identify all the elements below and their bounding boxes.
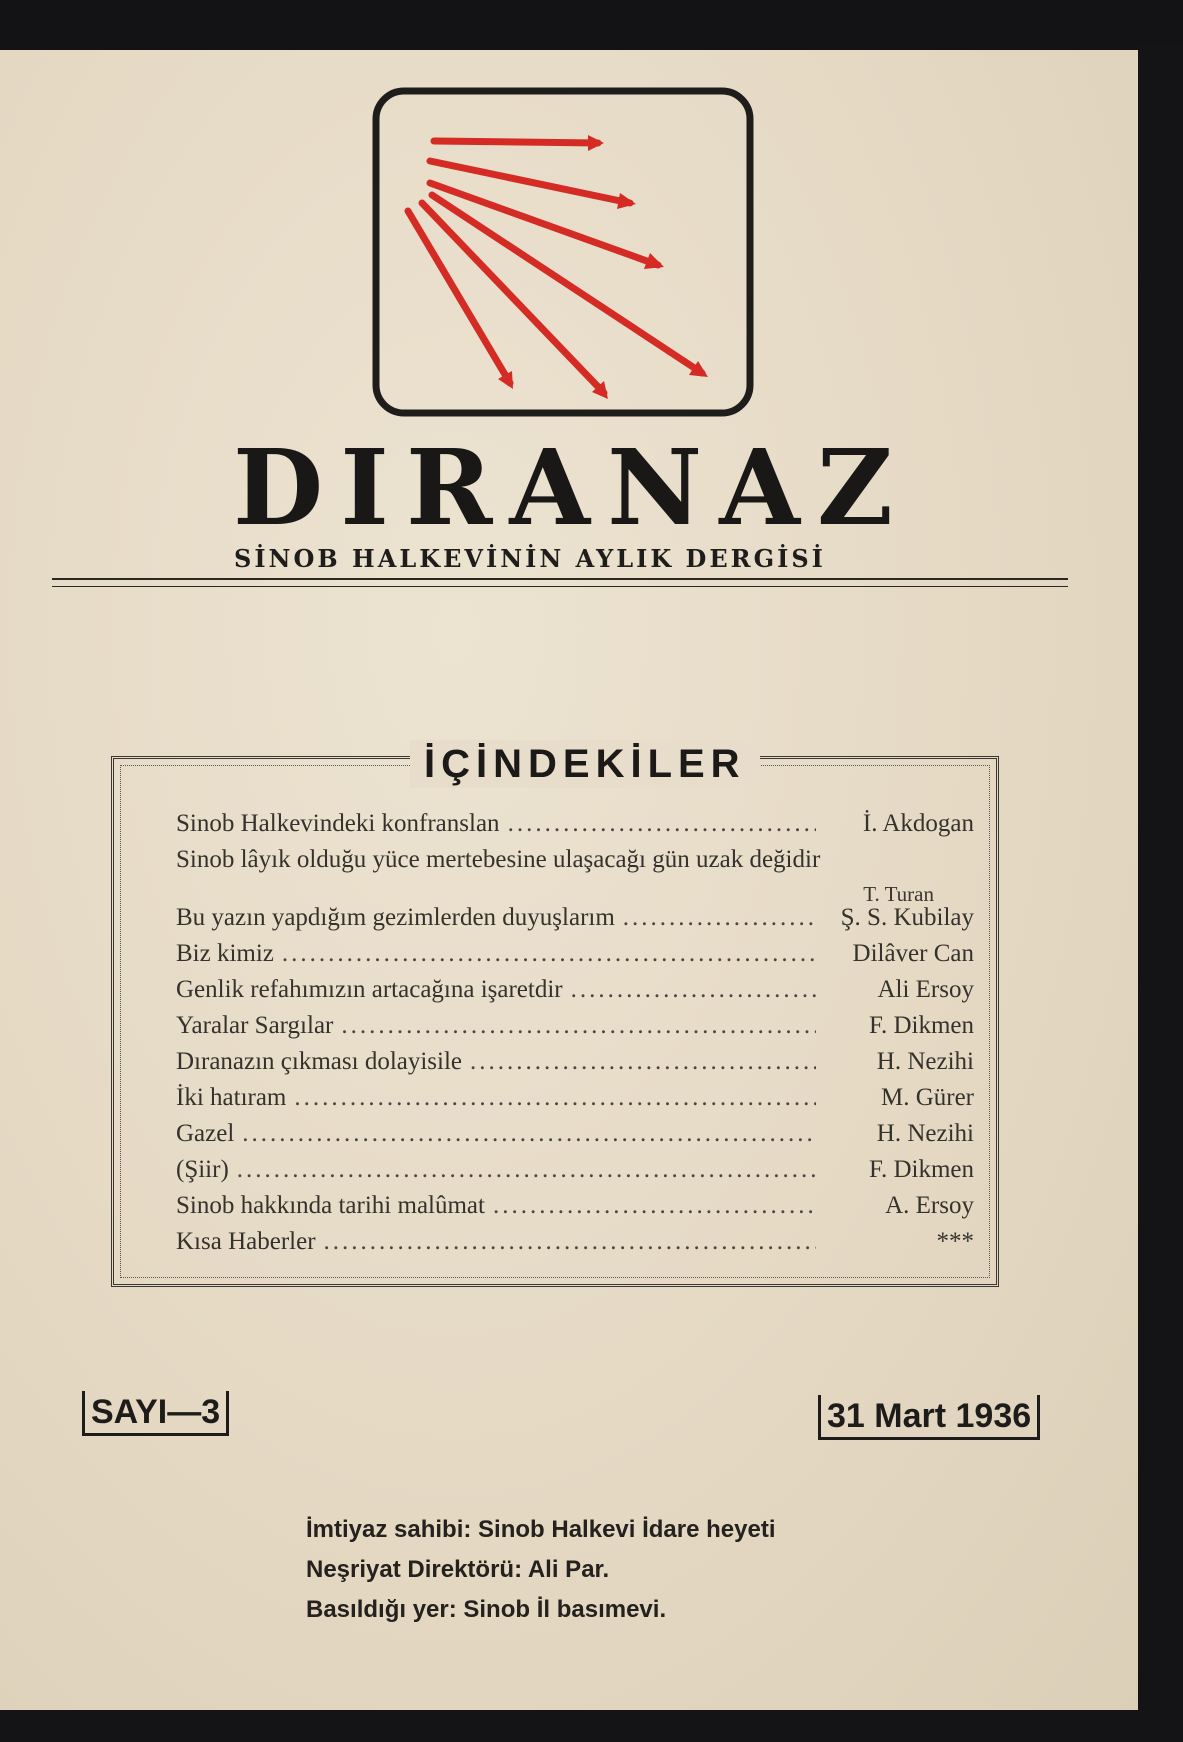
toc-leader: [470, 1048, 816, 1076]
toc-leader: [623, 904, 816, 932]
toc-item-title: Bu yazın yapdığım gezimlerden duyuşlarım: [176, 904, 615, 931]
toc-item-title: Sinob lâyık olduğu yüce mertebesine ulaşacağı gün uzak değidir: [176, 846, 821, 873]
imprint: [306, 1510, 776, 1630]
toc-item-title: Sinob Halkevindeki konfranslan: [176, 810, 500, 837]
toc-item-title: Sinob hakkında tarihi malûmat: [176, 1192, 485, 1219]
toc-item-title: Kısa Haberler: [176, 1228, 316, 1255]
toc-item: [176, 940, 974, 976]
toc-item: [176, 1012, 974, 1048]
six-arrows-icon: [368, 83, 758, 423]
toc-leader: [237, 1156, 816, 1184]
scan-right-edge: [1138, 44, 1183, 1742]
toc-leader: [571, 976, 816, 1004]
toc-item: [176, 846, 974, 882]
issue-date: 31 Mart 1936: [818, 1395, 1040, 1440]
title-letter: A: [509, 426, 591, 549]
toc-leader: [341, 1012, 816, 1040]
toc-item-title: Gazel: [176, 1120, 235, 1147]
title-letter: D: [233, 426, 324, 549]
toc-item-author: H. Nezihi: [876, 1120, 974, 1147]
title-letter: Z: [817, 426, 893, 549]
toc-item-title: Genlik refahımızın artacağına işaretdir: [176, 976, 563, 1003]
toc-item-author: Ş. S. Kubilay: [840, 904, 974, 931]
toc-item-author: ***: [936, 1228, 974, 1255]
toc-item-author: Ali Ersoy: [877, 976, 974, 1003]
toc-item: [176, 1156, 974, 1192]
title-letter: I: [340, 426, 389, 549]
toc-item-author: F. Dikmen: [869, 1156, 974, 1183]
magazine-cover: [0, 50, 1138, 1710]
title-letter: A: [719, 426, 800, 549]
divider: [52, 578, 1068, 580]
toc-leader: [242, 1120, 816, 1148]
toc-item-title: Yaralar Sargılar: [176, 1012, 334, 1039]
toc-item-title: Biz kimiz: [176, 940, 274, 967]
toc-item: [176, 810, 974, 846]
toc-item-title: İki hatıram: [176, 1084, 287, 1111]
toc-item: [176, 1084, 974, 1120]
toc-heading: İÇİNDEKİLER: [410, 740, 760, 788]
imprint-owner: İmtiyaz sahibi: Sinob Halkevi İdare heyeti: [306, 1516, 776, 1543]
divider: [52, 586, 1068, 587]
toc-item-author: A. Ersoy: [885, 1192, 974, 1219]
toc-item: [176, 904, 974, 940]
toc-item-author: Dilâver Can: [852, 940, 974, 967]
toc-list: [176, 810, 974, 1264]
scan-bottom-edge: [0, 1710, 1183, 1742]
toc-item-title: Dıranazın çıkması dolayisile: [176, 1048, 463, 1075]
imprint-printer: Basıldığı yer: Sinob İl basımevi.: [306, 1596, 667, 1623]
toc-item-author: F. Dikmen: [869, 1012, 974, 1039]
toc-leader: [282, 940, 816, 968]
magazine-subtitle: SİNOB HALKEVİNİN AYLIK DERGİSİ: [234, 544, 826, 573]
scan-top-edge: [0, 0, 1183, 50]
magazine-title: [233, 426, 893, 549]
toc-leader: [508, 810, 816, 838]
toc-item-author: T. Turan: [863, 882, 934, 906]
toc-leader: [294, 1084, 816, 1112]
toc-leader: [324, 1228, 816, 1256]
toc-item: [176, 1048, 974, 1084]
toc-item: [176, 1120, 974, 1156]
issue-number: SAYI—3: [82, 1391, 229, 1436]
title-letter: R: [405, 426, 493, 549]
imprint-director: Neşriyat Direktörü: Ali Par.: [306, 1556, 610, 1583]
toc-item-author: M. Gürer: [880, 1084, 974, 1111]
title-letter: N: [607, 426, 703, 549]
toc-item-author: İ. Akdogan: [862, 810, 974, 837]
toc-item: [176, 1192, 974, 1228]
toc-item: [176, 1228, 974, 1264]
toc-item-title: (Şiir): [176, 1156, 229, 1183]
toc-item: [176, 976, 974, 1012]
toc-item-author: H. Nezihi: [876, 1048, 974, 1075]
toc-leader: [493, 1192, 816, 1220]
